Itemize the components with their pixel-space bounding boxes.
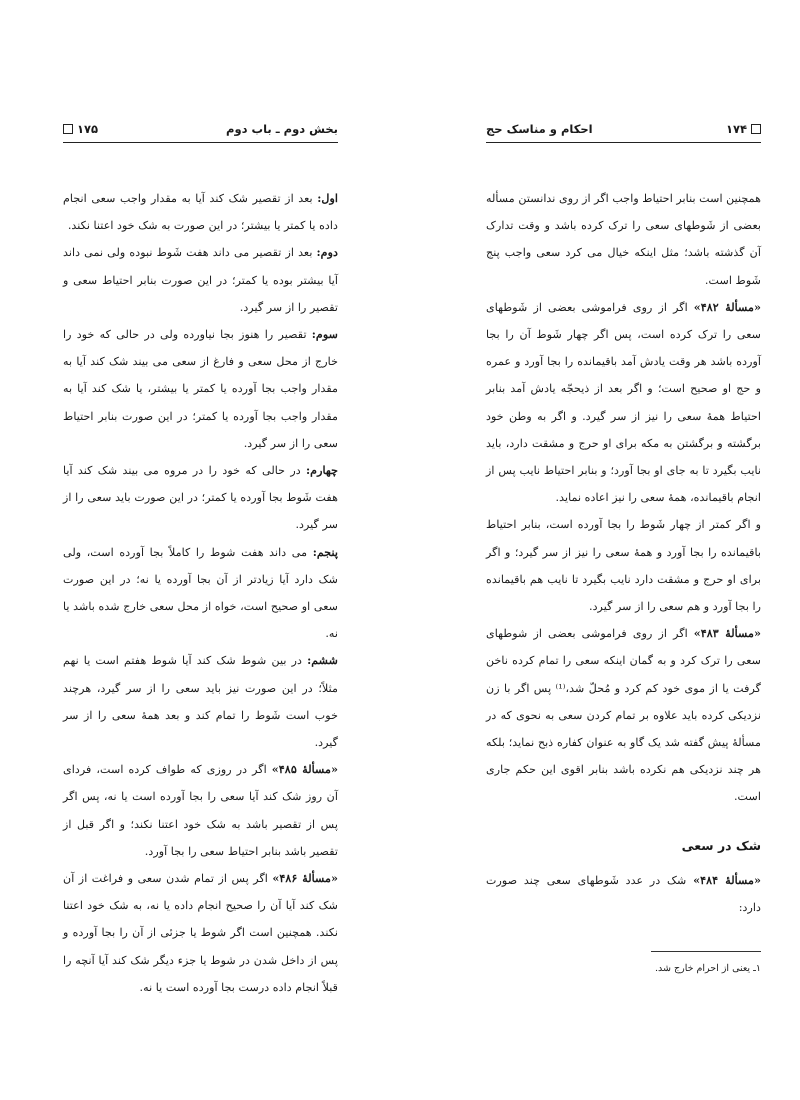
paragraph	[63, 539, 338, 648]
paragraph	[63, 239, 338, 321]
right-header-title: احکام و مناسک حج	[486, 122, 593, 136]
left-page-body	[63, 185, 338, 1001]
paragraph-text: تقصیر را هنوز بجا نیاورده ولی در حالی که خود را خارج از محل سعی و فارغ از سعی می بیند شک کند آیا به مقدار واجب بجا آورده یا کمتر یا بیشتر، یا شک کند آیا به مقدار واجب بجا آورده یا کمتر؛ در این صورت بنابر احتیاط سعی را از سر گیرد.	[63, 328, 338, 450]
paragraph-label: «مسألهٔ ۴۸۶»	[272, 871, 338, 886]
paragraph-label: «مسألهٔ ۴۸۴»	[693, 872, 761, 887]
paragraph-label: «مسألهٔ ۴۸۲»	[693, 299, 761, 314]
paragraph-text: بعد از تقصیر شک کند آیا به مقدار واجب سعی انجام داده یا کمتر یا بیشتر؛ در این صورت به شک خود اعتنا نکند.	[63, 192, 338, 233]
paragraph	[486, 867, 761, 921]
paragraph	[486, 294, 761, 512]
footnote-divider	[651, 951, 761, 952]
paragraph	[63, 865, 338, 1001]
paragraph-text: شک در عدد شَوطهای سعی چند صورت دارد:	[486, 873, 761, 914]
paragraph-text: همچنین است بنابر احتیاط واجب اگر از روی ندانستن مسأله بعضی از شَوطهای سعی را ترک کرده باشد و وقت تدارک آن گذشته باشد؛ مثل اینکه خیال می کرد سعی واجب پنج شَوط است.	[485, 192, 761, 287]
paragraph-text: و اگر کمتر از چهار شَوط را بجا آورده است، بنابر احتیاط باقیمانده را بجا آورد و همهٔ سعی را نیز از سر گیرد؛ و اگر برای او حرج و مشقت دارد نایب بگیرد تا نایب هم باقیمانده را بجا آورد و هم سعی را از سر گیرد.	[486, 518, 761, 614]
paragraph-label: «مسألهٔ ۴۸۵»	[271, 762, 338, 777]
left-page	[63, 120, 338, 1001]
paragraph	[486, 620, 761, 810]
paragraph-text: در حالی که خود را در مروه می بیند شک کند آیا هفت شَوط بجا آورده یا کمتر؛ در این صورت باید سعی را از سر گیرد.	[63, 464, 338, 532]
paragraph	[63, 321, 338, 457]
paragraph-text: در بین شوط شک کند آیا شوط هفتم است یا نهم مثلاً؛ در این صورت نیز باید سعی را از سر گیرد، هرچند خوب است شَوط را تمام کند و بعد همهٔ سعی را از سر گیرد.	[63, 654, 338, 750]
left-header-title: بخش دوم ـ باب دوم	[226, 122, 338, 136]
square-icon	[63, 124, 73, 134]
paragraph	[63, 647, 338, 756]
paragraph-label: ششم:	[307, 653, 338, 668]
square-icon	[751, 124, 761, 134]
paragraph	[486, 185, 761, 294]
paragraph-text: اگر از روی فراموشی بعضی از شَوطهای سعی را ترک کرده است، پس اگر چهار شَوط آن را بجا آورده باشد هر وقت یادش آمد باقیمانده را بجا آورد و عمره و حج او صحیح است؛ و اگر بعد از ذیحجّه یادش آمد بنابر احتیاط همهٔ سعی را نیز از سر گیرد. و اگر به وطن خود برگشته و برگشتن به مکه برای او حرج و مشقت دارد، باید نایب بگیرد تا به جای او بجا آورد؛ و بنابر احتیاط نایب پس از انجام باقیمانده، همهٔ سعی را نیز اعاده نماید.	[486, 300, 761, 505]
left-page-header	[63, 120, 338, 143]
paragraph-text: اگر پس از تمام شدن سعی و فراغت از آن شک کند آیا آن را صحیح انجام داده یا نه، به شک خود اعتنا نکند. همچنین است اگر شوط یا جزئی از آن را بجا آورده و پس از داخل شدن در شوط یا جزء دیگر شک کند آیا آنچه را قبلاً انجام داده درست بجا آورده است یا نه.	[63, 872, 338, 994]
left-page-number: ۱۷۵	[77, 122, 99, 136]
left-page-number-block	[63, 122, 98, 136]
paragraph	[63, 185, 338, 239]
paragraph-label: پنجم:	[312, 544, 338, 559]
paragraph	[63, 756, 338, 865]
paragraph-text: بعد از تقصیر می داند هفت شَوط نبوده ولی نمی داند آیا بیشتر بوده یا کمتر؛ در این صورت بنابر احتیاط سعی و تقصیر را از سر گیرد.	[63, 246, 338, 314]
paragraph-label: سوم:	[311, 327, 338, 342]
right-page-number-block	[726, 122, 761, 136]
paragraph-text: می داند هفت شوط را کاملاً بجا آورده است، ولی شک دارد آیا زیادتر از آن بجا آورده یا نه؛ در این صورت سعی او صحیح است، خواه از محل سعی خارج شده باشد یا نه.	[63, 545, 338, 641]
right-page-body	[486, 185, 761, 980]
paragraph	[63, 457, 338, 539]
paragraph-label: دوم:	[316, 245, 338, 260]
section-heading: شک در سعی	[681, 837, 761, 853]
paragraph-label: اول:	[317, 191, 338, 205]
paragraph-label: «مسألهٔ ۴۸۳»	[693, 626, 761, 641]
paragraph-text: اگر از روی فراموشی بعضی از شوطهای سعی را ترک کرد و به گمان اینکه سعی را تمام کرده ناخن گرفت یا از موی خود کم کرد و مُحلّ شد،⁽¹⁾ پس اگر با زن نزدیکی کرده باید علاوه بر تمام کردن سعی به نحوی که در مسألهٔ پیش گفته شد یک گاو به عنوان کفاره ذبح نماید؛ بلکه هر چند نزدیکی هم نکرده باشد بنابر اقوی این حکم جاری است.	[486, 627, 761, 804]
footnote: ۱ـ یعنی از احرام خارج شد.	[655, 963, 761, 975]
paragraph-text: اگر در روزی که طواف کرده است، فردای آن روز شک کند آیا سعی را بجا آورده است یا نه، پس اگر پس از تقصیر باشد به شک خود اعتنا نکند؛ و اگر قبل از تقصیر باشد بنابر احتیاط سعی را بجا آورد.	[63, 763, 338, 858]
paragraph	[486, 511, 761, 620]
right-page-number: ۱۷۴	[725, 122, 747, 136]
right-page-header	[486, 120, 761, 143]
right-page	[486, 120, 761, 980]
paragraph-label: چهارم:	[306, 463, 338, 478]
